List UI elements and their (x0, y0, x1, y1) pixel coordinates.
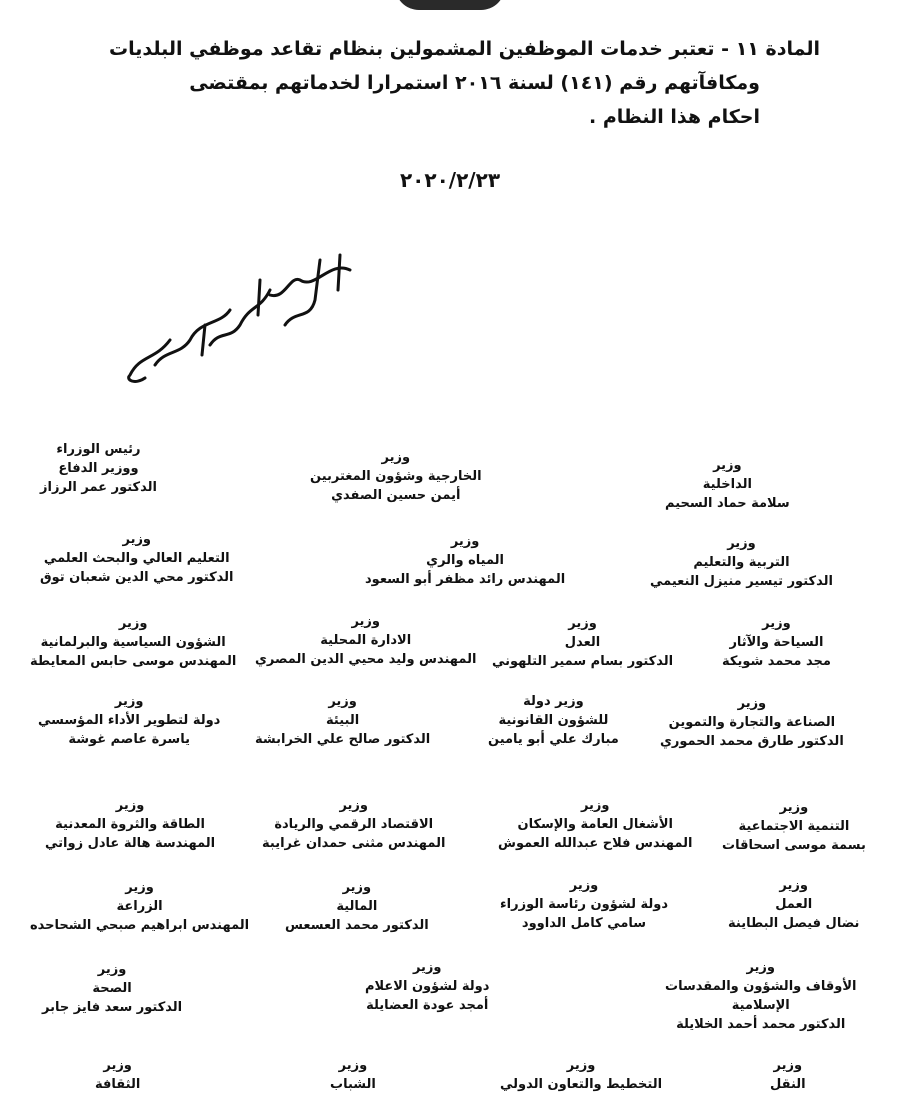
minister-portfolio: دولة لشؤون رئاسة الوزراء (500, 897, 669, 912)
minister-portfolio: الأشغال العامة والإسكان (517, 817, 673, 832)
minister-block (770, 1056, 806, 1094)
minister-title: وزير (351, 614, 380, 629)
minister-name: سامي كامل الداوود (521, 916, 647, 931)
minister-portfolio: الثقافة (95, 1077, 141, 1092)
minister-title: وزير (762, 616, 791, 631)
minister-block (95, 1056, 140, 1094)
minister-block (728, 876, 859, 933)
minister-block (42, 960, 182, 1017)
minister-portfolio: الصناعة والتجارة والتموين (668, 715, 836, 730)
minister-title: وزير (381, 450, 411, 465)
minister-portfolio: للشؤون القانونية (498, 713, 609, 728)
minister-block (500, 876, 668, 933)
article-11-text (80, 32, 820, 134)
minister-name: المهندسة هالة عادل زواتي (45, 836, 216, 851)
minister-name: مبارك علي أبو يامين (488, 732, 619, 747)
minister-block (30, 614, 236, 671)
minister-portfolio: الإسلامية (731, 998, 790, 1013)
minister-title: وزير (412, 960, 442, 975)
minister-name: المهندس فلاح عبدالله العموش (498, 836, 693, 851)
royal-signature (110, 230, 360, 390)
minister-portfolio: التعليم العالي والبحث العلمي (43, 551, 230, 566)
minister-title: وزير (568, 616, 597, 631)
minister-title: وزير (713, 458, 742, 473)
minister-title: وزير (773, 1058, 803, 1073)
minister-title: وزير (746, 960, 775, 975)
minister-name: الدكتور عمر الرزاز (40, 480, 157, 495)
minister-block (365, 532, 565, 589)
minister-name: أمجد عودة العضايلة (366, 998, 489, 1013)
minister-title: وزير (115, 798, 145, 813)
minister-title: وزير (342, 880, 372, 895)
minister-title: وزير (97, 962, 127, 977)
minister-name: المهندس موسى حابس المعايطة (30, 654, 237, 669)
minister-portfolio: الخارجية وشؤون المغتربين (310, 469, 482, 484)
minister-block (40, 440, 157, 497)
minister-title: وزير (779, 878, 808, 893)
minister-title: وزير (450, 534, 480, 549)
minister-portfolio: الادارة المحلية (320, 633, 412, 648)
document-date: ٢٠٢٠/٢/٢٣ (399, 168, 501, 192)
minister-name: الدكتور سعد فايز جابر (42, 1000, 183, 1015)
top-emblem (395, 0, 505, 10)
minister-block (30, 878, 249, 935)
article-line: المادة ١١ - تعتبر خدمات الموظفين المشمولين بنظام تقاعد موظفي البلديات (109, 38, 820, 60)
minister-block (650, 534, 833, 591)
minister-portfolio: الزراعة (116, 899, 163, 914)
minister-portfolio: الاقتصاد الرقمي والريادة (274, 817, 434, 832)
minister-portfolio: المالية (336, 899, 378, 914)
minister-title: وزير (727, 536, 756, 551)
minister-block (40, 530, 234, 587)
minister-block (665, 456, 790, 513)
minister-block (310, 448, 482, 505)
minister-title: وزير (122, 532, 152, 547)
minister-name: الدكتور طارق محمد الحموري (660, 734, 844, 749)
minister-name: المهندس مثنى حمدان غرايبة (262, 836, 446, 851)
minister-portfolio: العمل (775, 897, 813, 912)
minister-portfolio: الصحة (92, 981, 132, 996)
minister-block (365, 958, 489, 1015)
minister-block (500, 1056, 662, 1094)
minister-name: نضال فيصل البطاينة (728, 916, 860, 931)
minister-title: وزير دولة (523, 694, 584, 709)
minister-name: الدكتور صالح علي الخرابشة (255, 732, 431, 747)
minister-portfolio: دولة لشؤون الاعلام (365, 979, 490, 994)
minister-portfolio: التربية والتعليم (693, 555, 790, 570)
minister-title: وزير (566, 1058, 596, 1073)
minister-block (498, 796, 692, 853)
minister-title: وزير (779, 800, 809, 815)
minister-title: وزير (118, 616, 148, 631)
minister-name: الدكتور محمد أحمد الخلايلة (676, 1017, 846, 1032)
minister-portfolio: التنمية الاجتماعية (738, 819, 850, 834)
minister-block (488, 692, 619, 749)
minister-portfolio: دولة لتطوير الأداء المؤسسي (38, 713, 221, 728)
minister-block (722, 798, 866, 855)
article-line: احكام هذا النظام . (588, 106, 760, 128)
minister-block (330, 1056, 376, 1094)
minister-block (285, 878, 429, 935)
minister-name: أيمن حسين الصفدي (331, 488, 461, 503)
minister-block (262, 796, 445, 853)
minister-portfolio: الأوقاف والشؤون والمقدسات (665, 979, 857, 994)
minister-block (665, 958, 856, 1034)
minister-title: وزير (103, 1058, 132, 1073)
minister-block (255, 612, 476, 669)
minister-portfolio: النقل (770, 1077, 806, 1092)
minister-portfolio: التخطيط والتعاون الدولي (500, 1077, 663, 1092)
minister-title: وزير (569, 878, 599, 893)
minister-name: ياسرة عاصم غوشة (68, 732, 190, 747)
minister-title: رئيس الوزراء (56, 442, 141, 457)
minister-block (722, 614, 831, 671)
minister-name: المهندس ابراهيم صبحي الشحاحده (30, 918, 250, 933)
minister-portfolio: السياحة والآثار (729, 635, 824, 650)
minister-title: وزير (338, 1058, 368, 1073)
minister-name: الدكتور محمد العسعس (285, 918, 429, 933)
minister-title: وزير (339, 798, 368, 813)
minister-portfolio: الطاقة والثروة المعدنية (55, 817, 205, 832)
minister-portfolio: البيئة (326, 713, 360, 728)
minister-title: وزير (114, 694, 144, 709)
minister-portfolio: ووزير الدفاع (58, 461, 139, 476)
minister-title: وزير (580, 798, 610, 813)
minister-name: بسمة موسى اسحاقات (722, 838, 866, 853)
article-line: ومكافآتهم رقم (١٤١) لسنة ٢٠١٦ استمرارا لخدماتهم بمقتضى (189, 72, 760, 94)
minister-block (45, 796, 215, 853)
minister-portfolio: الشؤون السياسية والبرلمانية (40, 635, 226, 650)
minister-block (38, 692, 220, 749)
minister-name: سلامة حماد السحيم (665, 496, 790, 511)
minister-block (492, 614, 673, 671)
minister-name: الدكتور بسام سمير التلهوني (492, 654, 674, 669)
minister-block (660, 694, 844, 751)
minister-portfolio: الداخلية (702, 477, 752, 492)
minister-portfolio: العدل (564, 635, 601, 650)
minister-portfolio: المياه والري (426, 553, 505, 568)
minister-title: وزير (125, 880, 154, 895)
minister-name: الدكتور محي الدين شعبان توق (40, 570, 234, 585)
minister-name: مجد محمد شويكة (722, 654, 831, 669)
minister-title: وزير (737, 696, 767, 711)
minister-name: المهندس رائد مظفر أبو السعود (365, 572, 566, 587)
minister-portfolio: الشباب (330, 1077, 376, 1092)
minister-title: وزير (328, 694, 357, 709)
minister-block (255, 692, 430, 749)
minister-name: المهندس وليد محيي الدين المصري (255, 652, 477, 667)
minister-name: الدكتور تيسير منيزل النعيمي (650, 574, 833, 589)
